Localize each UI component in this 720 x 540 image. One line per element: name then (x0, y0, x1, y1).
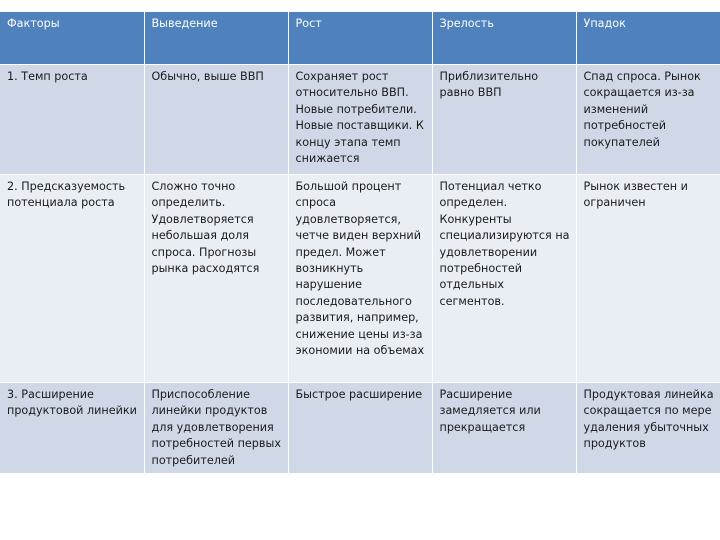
header-introduction: Выведение (144, 12, 288, 65)
table-cell: 2. Предсказуемость потенциала роста (0, 175, 144, 383)
table-cell: 1. Темп роста (0, 65, 144, 175)
table-cell: Приблизительно равно ВВП (432, 65, 576, 175)
table-cell: Потенциал четко определен. Конкуренты специализируются на удовлетворении потребностей отдельных сегментов. (432, 175, 576, 383)
table-cell: Сложно точно определить. Удовлетворяется небольшая доля спроса. Прогнозы рынка расходятся (144, 175, 288, 383)
table-row (0, 383, 720, 474)
header-growth: Рост (288, 12, 432, 65)
lifecycle-factors-table (0, 12, 720, 474)
table-cell: Расширение замедляется или прекращается (432, 383, 576, 474)
table-cell: Обычно, выше ВВП (144, 65, 288, 175)
table-cell: Сохраняет рост относительно ВВП. Новые потребители. Новые поставщики. К концу этапа темп снижается (288, 65, 432, 175)
table-cell: Продуктовая линейка сокращается по мере удаления убыточных продуктов (576, 383, 720, 474)
table-cell: Большой процент спроса удовлетворяется, четче виден верхний предел. Может возникнуть нарушение последовательного развития, например, снижение цены из-за экономии на объемах (288, 175, 432, 383)
table-cell: 3. Расширение продуктовой линейки (0, 383, 144, 474)
table-cell: Рынок известен и ограничен (576, 175, 720, 383)
header-factors: Факторы (0, 12, 144, 65)
header-decline: Упадок (576, 12, 720, 65)
table-row (0, 175, 720, 383)
header-maturity: Зрелость (432, 12, 576, 65)
table-row (0, 65, 720, 175)
table-cell: Спад спроса. Рынок сокращается из-за изменений потребностей покупателей (576, 65, 720, 175)
table-cell: Приспособление линейки продуктов для удовлетворения потребностей первых потребителей (144, 383, 288, 474)
table-cell: Быстрое расширение (288, 383, 432, 474)
table-header-row (0, 12, 720, 65)
